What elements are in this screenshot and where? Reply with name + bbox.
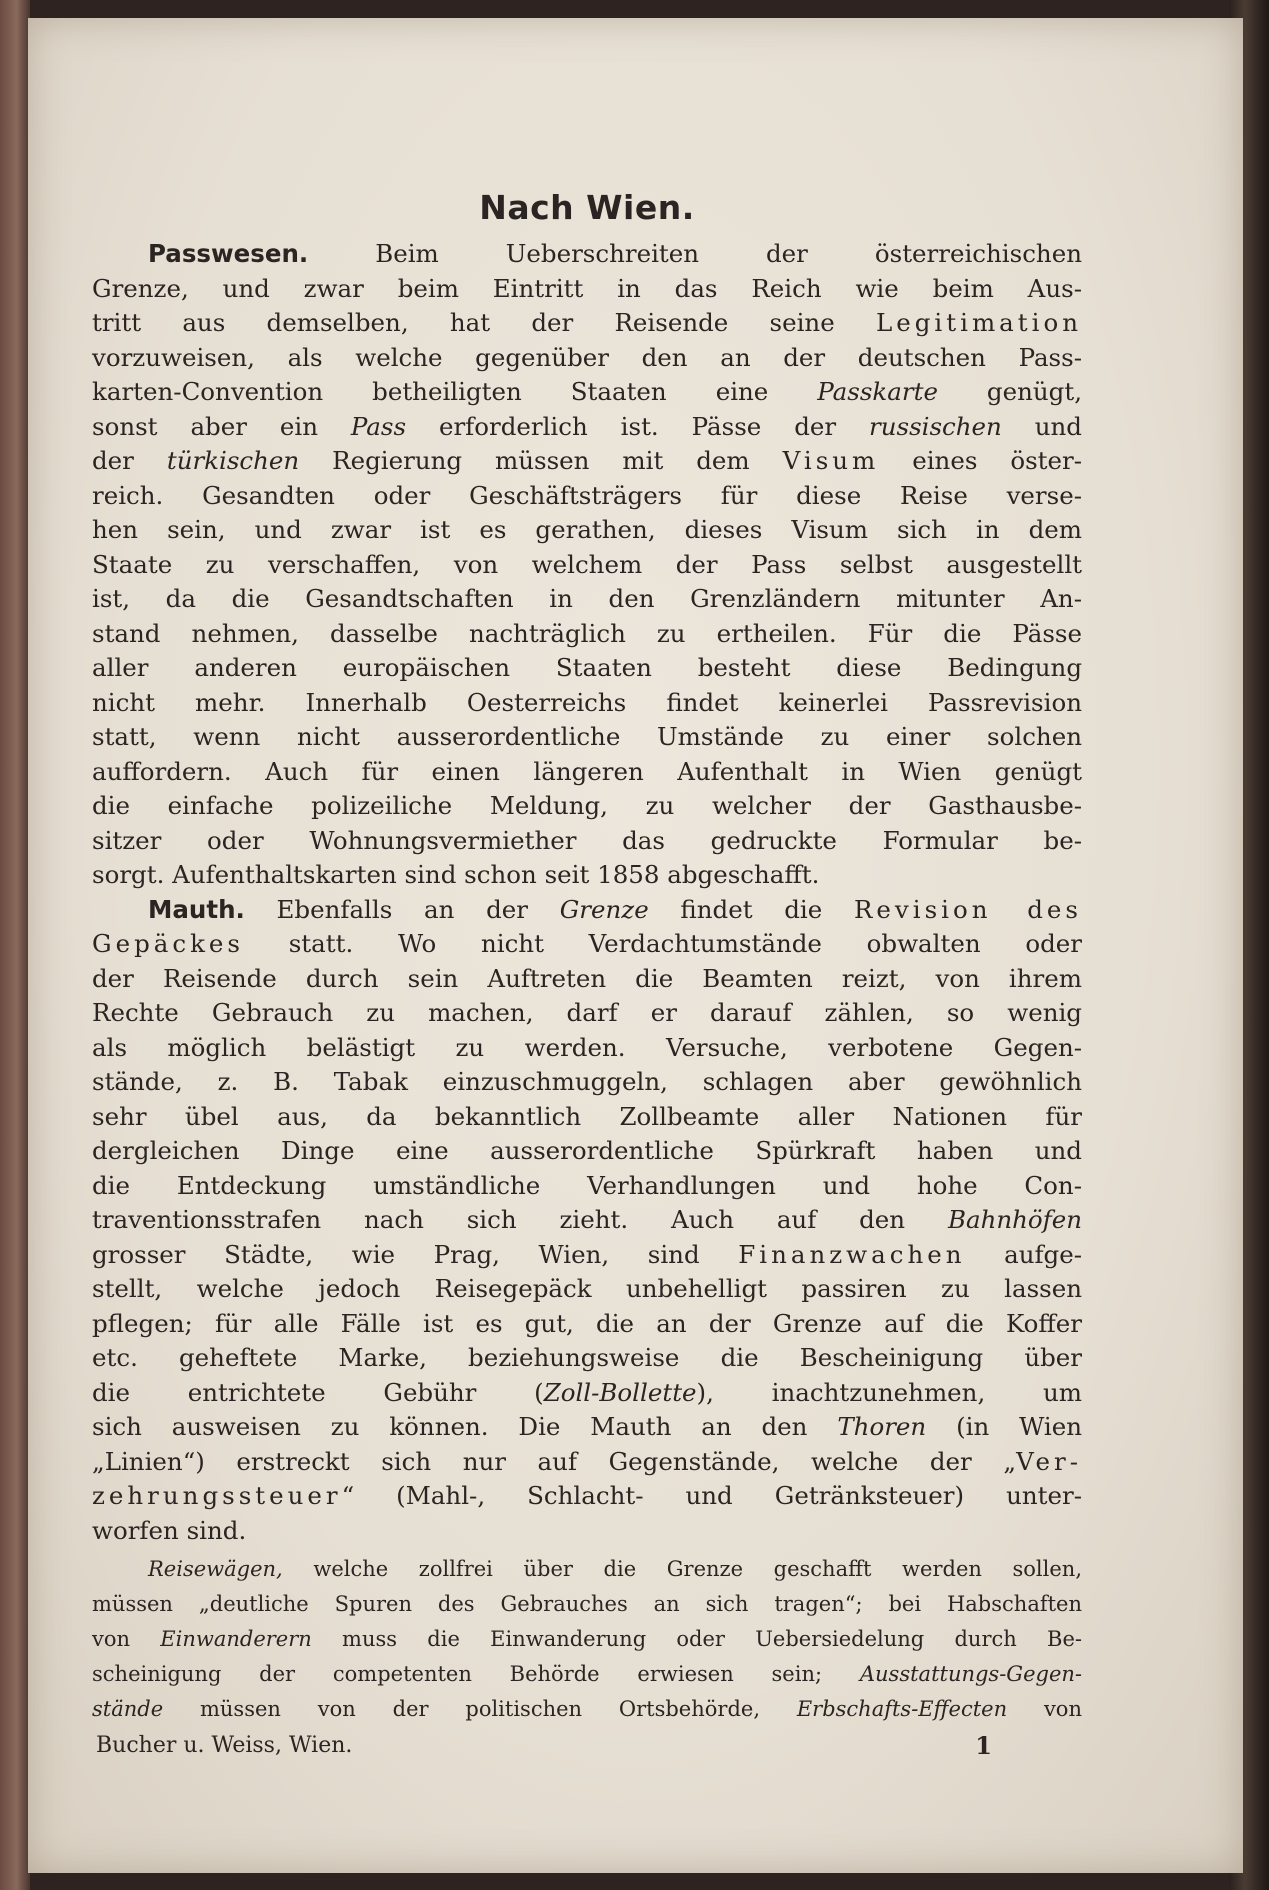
text-line: als möglich belästigt zu werden. Versuche, verbotene Gegen- [92,1032,1082,1062]
text-line: sehr übel aus, da bekanntlich Zollbeamte aller Nationen für [92,1101,1082,1131]
page-title: Nach Wien. [479,188,695,227]
text-line: ist, da die Gesandtschaften in den Grenzländern mitunter An- [92,584,1082,613]
section-mauth [92,893,1082,1549]
text-line: hen sein, und zwar ist es gerathen, dieses Visum sich in dem [92,515,1082,544]
text-line: auffordern. Auch für einen längeren Aufenthalt in Wien genügt [92,756,1082,786]
text-line: der Reisende durch sein Auftreten die Beamten reizt, von ihrem [92,963,1082,993]
text-line: grosser Städte, wie Prag, Wien, sind Finanzwachen aufge- [92,1239,1083,1269]
text-line: die Entdeckung umständliche Verhandlungen und hohe Con- [92,1170,1082,1200]
book-page [28,18,1243,1873]
text-line: nicht mehr. Innerhalb Oesterreichs findet keinerlei Passrevision [92,687,1082,717]
text-line: statt, wenn nicht ausserordentliche Umstände zu einer solchen [92,722,1082,751]
text-line: traventionsstrafen nach sich zieht. Auch auf den Bahnhöfen [92,1205,1082,1234]
text-line: „Linien“) erstreckt sich nur auf Gegenstände, welche der „Ver- [92,1446,1082,1476]
text-line: Mauth. Ebenfalls an der Grenze findet die Revision des [148,894,1083,924]
text-line: die einfache polizeiliche Meldung, zu welcher der Gasthausbe- [92,791,1082,820]
text-line: etc. geheftete Marke, beziehungsweise die Bescheinigung über [92,1343,1082,1372]
text-line: der türkischen Regierung müssen mit dem Visum eines öster- [92,446,1083,475]
small-print-note [92,1552,1082,1727]
note-line: müssen „deutliche Spuren des Gebrauches an sich tragen“; bei Habschaften [92,1592,1082,1616]
page-number: 1 [975,1731,992,1760]
text-line: worfen sind. [92,1515,247,1545]
text-line: stand nehmen, dasselbe nachträglich zu ertheilen. Für die Pässe [92,618,1082,648]
page-footer [92,1729,1082,1763]
section-passwesen [92,237,1082,893]
text-line: Staate zu verschaffen, von welchem der Pass selbst ausgestellt [92,549,1082,579]
text-line: zehrungssteuer“ (Mahl-, Schlacht- und Getränksteuer) unter- [92,1481,1082,1510]
text-line: sitzer oder Wohnungsvermiether das gedruckte Formular be- [92,825,1082,855]
note-line: scheinigung der competenten Behörde erwiesen sein; Ausstattungs-Gegen- [92,1662,1082,1686]
text-line: tritt aus demselben, hat der Reisende seine Legitimation [92,308,1082,337]
text-line: dergleichen Dinge eine ausserordentliche Spürkraft haben und [92,1136,1082,1165]
text-line: sonst aber ein Pass erforderlich ist. Pässe der russischen und [92,411,1082,441]
text-line: Gepäckes statt. Wo nicht Verdachtumstände obwalten oder [92,929,1082,958]
text-line: pflegen; für alle Fälle ist es gut, die an der Grenze auf die Koffer [92,1308,1082,1338]
text-line: die entrichtete Gebühr (Zoll-Bollette), inachtzunehmen, um [92,1377,1083,1407]
text-line: vorzuweisen, als welche gegenüber den an der deutschen Pass- [92,342,1082,372]
text-line: reich. Gesandten oder Geschäftsträgers für diese Reise verse- [92,480,1082,510]
text-line: sich ausweisen zu können. Die Mauth an den Thoren (in Wien [92,1412,1083,1441]
note-line: von Einwanderern muss die Einwanderung oder Uebersiedelung durch Be- [92,1627,1082,1651]
note-line: Reisewägen, welche zollfrei über die Grenze geschafft werden sollen, [148,1557,1082,1581]
text-line: stände, z. B. Tabak einzuschmuggeln, schlagen aber gewöhnlich [92,1067,1082,1096]
text-line: karten-Convention betheiligten Staaten eine Passkarte genügt, [92,377,1082,406]
text-line: sorgt. Aufenthaltskarten sind schon seit 1858 abgeschafft. [92,860,820,889]
page-content [92,188,1082,1763]
text-line: stellt, welche jedoch Reisegepäck unbehelligt passiren zu lassen [92,1274,1082,1303]
section-heading: Passwesen. [148,239,309,268]
text-line: Grenze, und zwar beim Eintritt in das Reich wie beim Aus- [92,273,1082,303]
book-spine-edge [0,0,30,1890]
text-line: Rechte Gebrauch zu machen, darf er darauf zählen, so wenig [92,998,1082,1027]
text-line: aller anderen europäischen Staaten besteht diese Bedingung [92,653,1082,682]
text-line: Passwesen. Beim Ueberschreiten der österreichischen [148,239,1082,268]
note-line: stände müssen von der politischen Ortsbehörde, Erbschafts-Effecten von [92,1697,1082,1721]
section-heading: Mauth. [148,894,245,924]
printer-signature: Bucher u. Weiss, Wien. [96,1733,353,1758]
